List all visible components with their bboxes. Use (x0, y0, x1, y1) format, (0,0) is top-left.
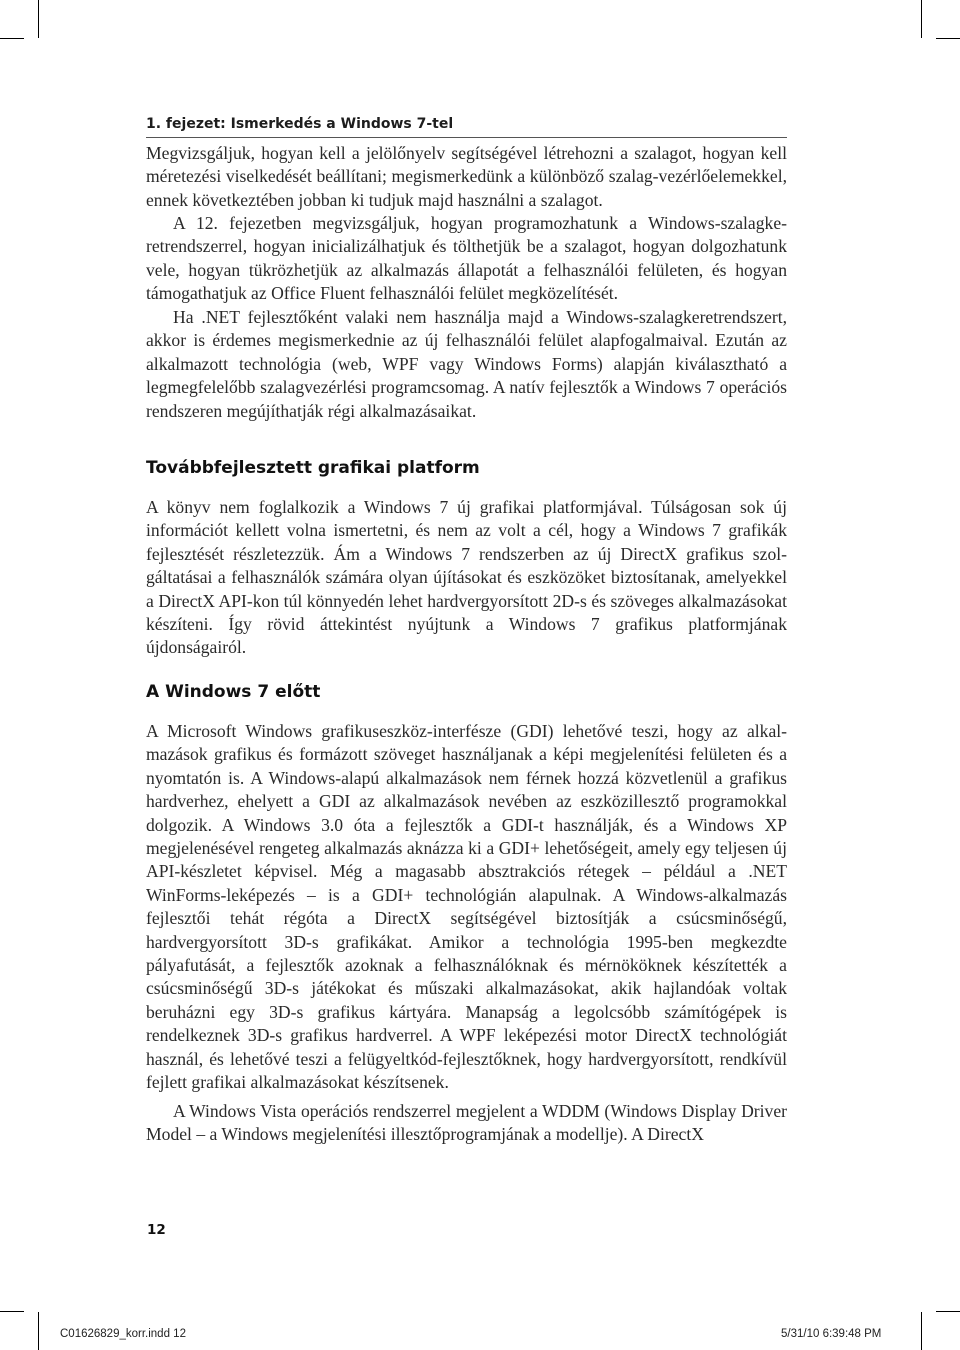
page-number: 12 (147, 1222, 166, 1238)
section2-paragraph-2: A Windows Vista operációs rendszerrel megjelent a WDDM (Windows Display Driver Model – a Windows megjelenítési illesztőprogramjának a modellje). A DirectX (146, 1101, 787, 1145)
section-heading-before-windows-7: A Windows 7 előtt (146, 682, 321, 702)
intro-paragraph-3: Ha .NET fejlesztőként valaki nem használja majd a Windows-szalagkeretrendszert, akkor is érdemes megismerkednie az új felhasználói felület alapfogalmaival. Ezután az alkalmazott technológia (web, WPF vagy Windows Forms) alapján kiválasztható a legmegfelelőbb szalagvezérlési programcsomag. A natív fejlesztők a Windows 7 operációs rendszeren megújíthatják régi alkalmazásaikat. (146, 307, 787, 421)
crop-mark (921, 1312, 922, 1350)
crop-mark (0, 1311, 24, 1312)
running-head: 1. fejezet: Ismerkedés a Windows 7-tel (146, 116, 787, 138)
slug-file-info: C01626829_korr.indd 12 (60, 1328, 186, 1340)
section1-paragraph-1: A könyv nem foglalkozik a Windows 7 új grafikai platformjával. Túlságosan sok új információt kellett volna ismertetni, és nem az volt a cél, hogy a Windows 7 grafikák fejlesztését részletezzük. Ám a Windows 7 rendszerben az új DirectX grafikus szolgáltatásai a felhasználók számára olyan újításokat és eszközöket biztosítanak, amelyekkel a DirectX API-kon túl könnyedén lehet hardvergyorsított 2D-s és szöveges alkalmazásokat készíteni. Így rövid áttekintést nyújtunk a Windows 7 grafikus platformjának újdonságairól. (146, 497, 787, 658)
crop-mark (921, 0, 922, 38)
section-heading-graphics-platform: Továbbfejlesztett grafikai platform (146, 458, 480, 478)
crop-mark (936, 1311, 960, 1312)
slug-datetime: 5/31/10 6:39:48 PM (781, 1328, 882, 1340)
intro-paragraph-1: Megvizsgáljuk, hogyan kell a jelölőnyelv segítségével létrehozni a szalagot, hogyan kell méretezési viselkedését beállítani; megismerkedünk a különböző szalag-vezérlőelemekkel, ennek következtében jobban ki tudjuk majd használni a szalagot. (146, 143, 787, 210)
crop-mark (0, 38, 24, 39)
intro-paragraph-2: A 12. fejezetben megvizsgáljuk, hogyan programozhatunk a Windows-szalagkeretrendszerrel, hogyan inicializálhatjuk és tölthetjük be a szalagot, hogyan dolgozhatunk vele, hogyan tükrözhetjük az alkalmazás állapotát a felhasználói felületen, és hogyan támogathatjuk az Office Fluent felhasználói felület megközelítését. (146, 213, 787, 304)
section2-paragraph-1: A Microsoft Windows grafikuseszköz-interfésze (GDI) lehetővé teszi, hogy az alkalmazások grafikus és formázott szöveget használjanak a képi megjelenítési felületen és a nyomtatón is. A Windows-alapú alkalmazások nem férnek hozzá közvetlenül a grafikus hardverhez, ehelyett a GDI az alkalmazások nevében az eszközillesztő programokkal dolgozik. A Windows 3.0 óta a fejlesztők a GDI-t használják, és a Windows XP megjelenésével rengeteg alkalmazás aknázza ki a GDI+ lehetőségeit, amely egy teljesen új API-készletet képvisel. Még a magasabb absztrakciós rétegek – például a .NET WinForms-leképezés – is a GDI+ technológián alapulnak. A Windows-alkalmazás fejlesztői tehát régóta a DirectX segítségével biztosítják a csúcsminőségű, hardvergyorsított 3D-s grafikákat. Amikor a technológia 1995-ben megkezdte pályafutását, a fejlesztők azoknak a felhasználóknak és mérnököknek készítették a csúcsminőségű 3D-s játékokat és műszaki alkalmazásokat, akik hajlandóak voltak beruházni egy 3D-s grafikus kártyára. Manapság a legolcsóbb számítógépek is rendelkeznek 3D-s grafikus hardverrel. A WPF leképezési motor DirectX technológiát használ, és lehetővé teszi a felügyeltkód-fejlesztőknek, hogy hardvergyorsított, rendkívül fejlett grafikai alkalmazásokat készítsenek. (146, 721, 787, 1093)
crop-mark (936, 38, 960, 39)
crop-mark (38, 0, 39, 38)
crop-mark (38, 1312, 39, 1350)
